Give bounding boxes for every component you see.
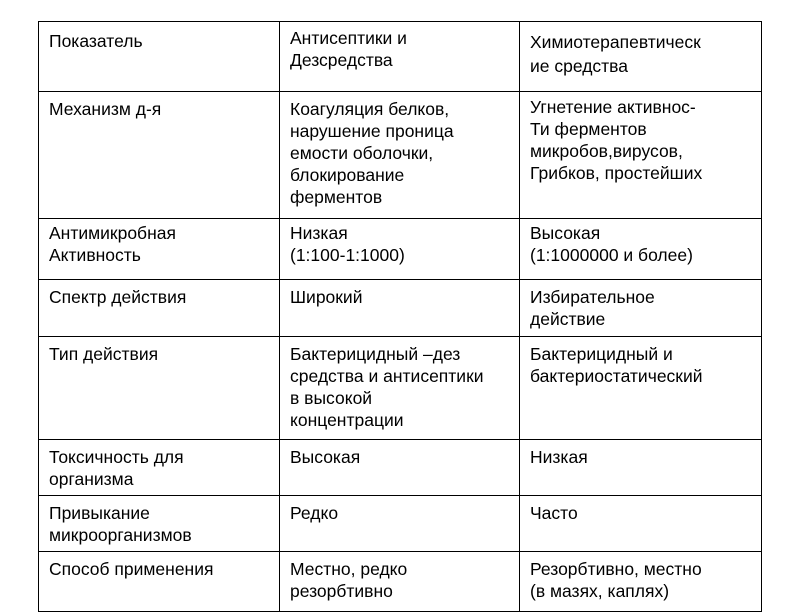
antiseptics-cell: Высокая <box>280 440 520 496</box>
antiseptics-cell: Низкая (1:100-1:1000) <box>280 219 520 280</box>
antiseptics-cell: Бактерицидный –дез средства и антисептики в высокой концентрации <box>280 337 520 440</box>
chemo-cell: Резорбтивно, местно (в мазях, каплях) <box>520 552 762 612</box>
table-row <box>39 337 762 440</box>
header-chemotherapy: Химиотерапевтическ ие средства <box>520 22 762 92</box>
antiseptics-cell: Местно, редко резорбтивно <box>280 552 520 612</box>
chemo-cell: Часто <box>520 496 762 552</box>
antiseptics-cell: Коагуляция белков, нарушение проница емости оболочки, блокирование ферментов <box>280 92 520 219</box>
row-label: Тип действия <box>39 337 280 440</box>
table-row <box>39 496 762 552</box>
header-antiseptics: Антисептики и Дезсредства <box>280 22 520 92</box>
header-indicator: Показатель <box>39 22 280 92</box>
row-label: Спектр действия <box>39 280 280 337</box>
table-row <box>39 280 762 337</box>
chemo-cell: Высокая (1:1000000 и более) <box>520 219 762 280</box>
table-row <box>39 219 762 280</box>
row-label: Токсичность для организма <box>39 440 280 496</box>
comparison-table <box>38 21 762 612</box>
chemo-cell: Избирательное действие <box>520 280 762 337</box>
table-row <box>39 92 762 219</box>
header-row <box>39 22 762 92</box>
table-row <box>39 440 762 496</box>
row-label: Антимикробная Активность <box>39 219 280 280</box>
table-row <box>39 552 762 612</box>
chemo-cell: Низкая <box>520 440 762 496</box>
chemo-cell: Бактерицидный и бактериостатический <box>520 337 762 440</box>
antiseptics-cell: Редко <box>280 496 520 552</box>
antiseptics-cell: Широкий <box>280 280 520 337</box>
row-label: Способ применения <box>39 552 280 612</box>
row-label: Механизм д-я <box>39 92 280 219</box>
row-label: Привыкание микроорганизмов <box>39 496 280 552</box>
chemo-cell: Угнетение активнос- Ти ферментов микробов,вирусов, Грибков, простейших <box>520 92 762 219</box>
